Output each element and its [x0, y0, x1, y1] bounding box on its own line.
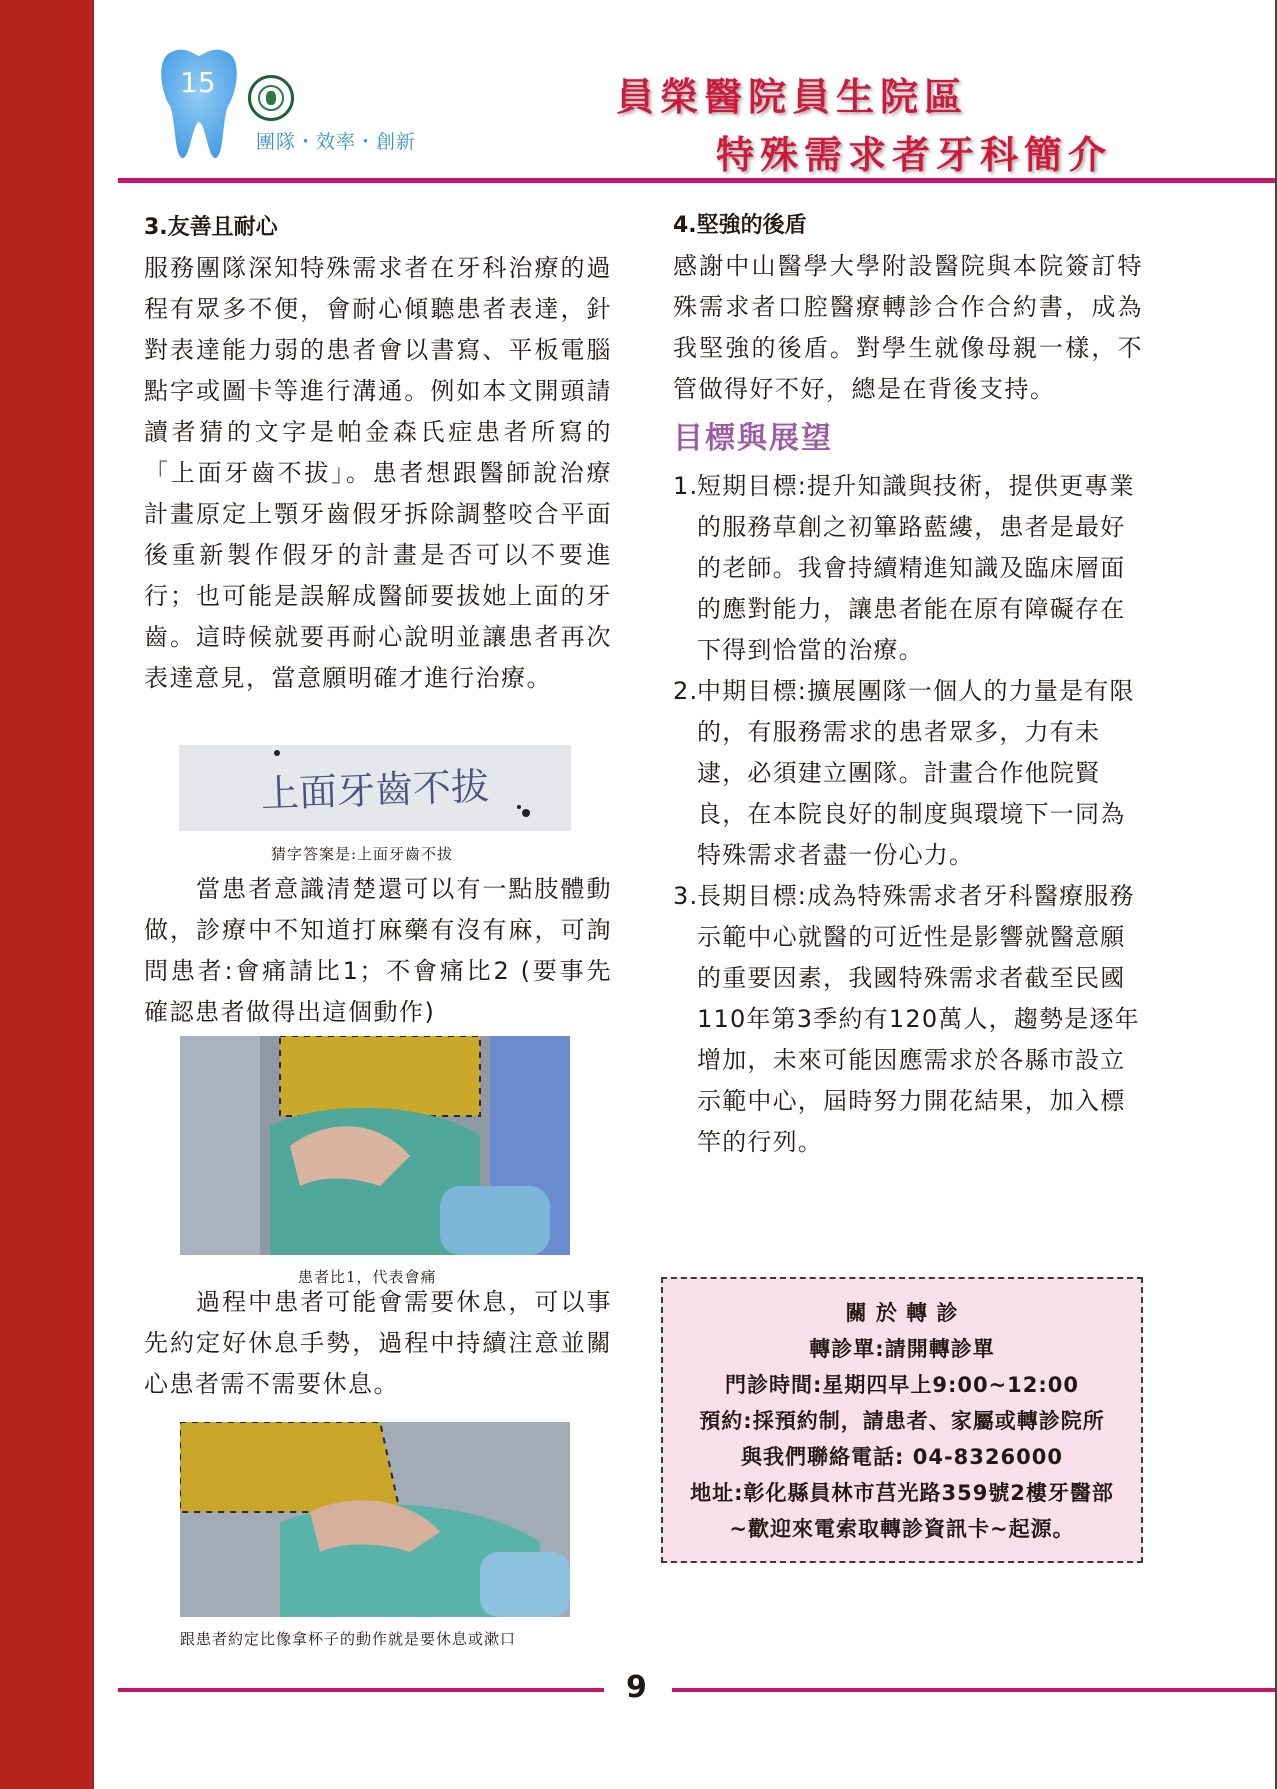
section-4-body: 感謝中山醫學大學附設醫院與本院簽訂特殊需求者口腔醫療轉診合作合約書，成為我堅強的後盾。對學生就像母親一樣，不管做得好不好，總是在背後支持。	[673, 252, 1143, 403]
infobox-line: ~歡迎來電索取轉診資訊卡~起源。	[729, 1517, 1075, 1541]
section-3-heading: 3.友善且耐心	[144, 215, 278, 240]
infobox-line: 預約:採預約制，請患者、家屬或轉診院所	[699, 1409, 1105, 1433]
goal-number: 1.	[673, 472, 699, 500]
caption-handwriting: 猜字答案是:上面牙齒不拔	[271, 845, 454, 863]
right-column	[673, 206, 1143, 1163]
footer-rule-right	[672, 1688, 1275, 1692]
page-title-line1: 員榮醫院員生院區	[616, 75, 969, 119]
goal-number: 3.	[673, 882, 699, 910]
handwriting-image	[179, 745, 571, 831]
goals-title: 目標與展望	[673, 421, 833, 456]
left-column-middle	[144, 869, 612, 1033]
patient-gesture-photo-2	[180, 1422, 570, 1617]
goal-number: 2.	[673, 677, 699, 705]
referral-info-box	[661, 1277, 1143, 1563]
section-3-body: 服務團隊深知特殊需求者在牙科治療的過程有眾多不便，會耐心傾聽患者表達，針對表達能力弱的患者會以書寫、平板電腦點字或圖卡等進行溝通。例如本文開頭請讀者猜的文字是帕金森氏症患者所寫的「上面牙齒不拔」。患者想跟醫師說治療計畫原定上顎牙齒假牙拆除調整咬合平面後重新製作假牙的計畫是否可以不要進行；也可能是誤解成醫師要拔她上面的牙齒。這時候就要再耐心說明並讓患者再次表達意見，當意願明確才進行治療。	[144, 254, 612, 692]
left-column-top	[144, 208, 612, 699]
footer-rule-left	[118, 1688, 604, 1692]
slogan: 團隊・效率・創新	[256, 131, 417, 153]
handwriting-text: 上面牙齒不拔	[260, 764, 490, 817]
caption-photo-1: 患者比1，代表會痛	[298, 1268, 437, 1286]
infobox-line: 地址:彰化縣員林市莒光路359號2樓牙醫部	[690, 1481, 1114, 1505]
issue-number: 15	[180, 66, 216, 99]
section-4-heading: 4.堅強的後盾	[673, 213, 807, 238]
header-divider	[118, 178, 1275, 183]
goal-text: 短期目標:提升知識與技術，提供更專業的服務草創之初篳路藍縷，患者是最好的老師。我會持續精進知識及臨床層面的應對能力，讓患者能在原有障礙存在下得到恰當的治療。	[697, 472, 1135, 664]
goal-item	[673, 876, 1143, 1163]
page-title-line2: 特殊需求者牙科簡介	[716, 133, 1113, 177]
goal-item	[673, 466, 1143, 671]
goal-text: 長期目標:成為特殊需求者牙科醫療服務示範中心就醫的可近性是影響就醫意願的重要因素，我國特殊需求者截至民國110年第3季約有120萬人，趨勢是逐年增加，未來可能因應需求於各縣市設立示範中心，屆時努力開花結果，加入標竿的行列。	[697, 882, 1140, 1156]
hospital-emblem-icon	[248, 75, 294, 121]
left-column-bottom	[144, 1282, 612, 1405]
infobox-title: 關 於 轉 診	[845, 1301, 959, 1325]
page-number: 9	[626, 1670, 647, 1705]
infobox-line: 轉診單:請開轉診單	[809, 1337, 995, 1361]
gesture-paragraph: 當患者意識清楚還可以有一點肢體動做，診療中不知道打麻藥有沒有麻，可詢問患者:會痛請比1；不會痛比2 (要事先確認患者做得出這個動作)	[144, 875, 612, 1026]
patient-gesture-photo-1	[180, 1036, 570, 1255]
goal-text: 中期目標:擴展團隊一個人的力量是有限的，有服務需求的患者眾多，力有未逮，必須建立團隊。計畫合作他院賢良，在本院良好的制度與環境下一同為特殊需求者盡一份心力。	[697, 677, 1135, 869]
infobox-line: 門診時間:星期四早上9:00~12:00	[724, 1373, 1080, 1397]
rest-gesture-paragraph: 過程中患者可能會需要休息，可以事先約定好休息手勢，過程中持續注意並關心患者需不需要休息。	[144, 1288, 612, 1398]
infobox-line: 與我們聯絡電話: 04-8326000	[741, 1445, 1063, 1469]
tooth-logo-icon	[158, 44, 240, 162]
side-color-bar	[0, 0, 94, 1789]
goal-item	[673, 671, 1143, 876]
caption-photo-2: 跟患者約定比像拿杯子的動作就是要休息或漱口	[180, 1630, 517, 1648]
